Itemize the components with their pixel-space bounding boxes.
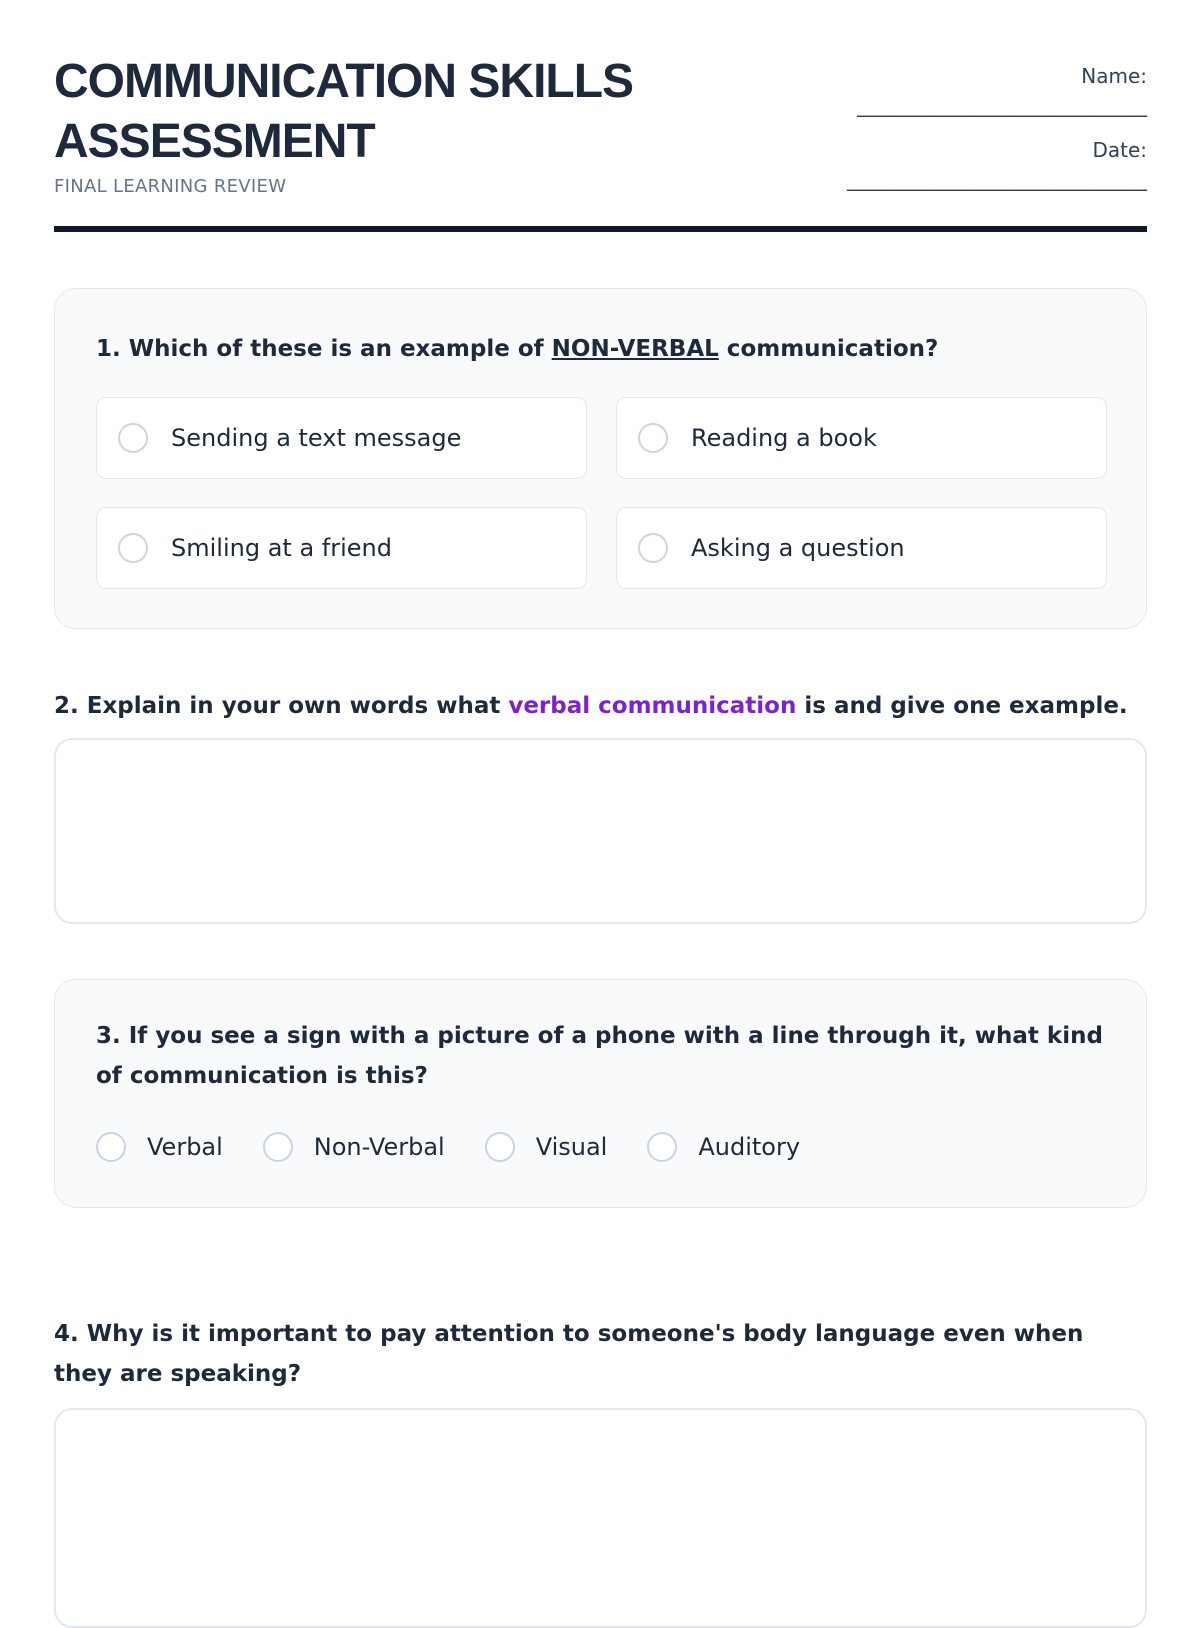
worksheet-header — [54, 0, 1147, 232]
question-2-answer-box[interactable] — [54, 738, 1147, 924]
question-4-answer-box[interactable] — [54, 1408, 1147, 1628]
option-label: Asking a question — [691, 534, 905, 562]
question-4-text: 4. Why is it important to pay attention to someone's body language even when they are speaking? — [54, 1321, 1084, 1387]
question-3-option-non-verbal[interactable] — [263, 1132, 445, 1162]
question-2-prefix: 2. Explain in your own words what — [54, 693, 509, 719]
radio-button[interactable] — [118, 423, 148, 453]
question-2-suffix: is and give one example. — [796, 693, 1128, 719]
question-3-options — [96, 1132, 840, 1162]
student-info — [847, 62, 1147, 210]
question-1-option-d[interactable] — [616, 507, 1107, 589]
date-field[interactable]: ______________________________ — [847, 167, 1147, 191]
date-row — [847, 136, 1147, 210]
radio-button[interactable] — [263, 1132, 293, 1162]
page-title: COMMUNICATION SKILLS ASSESSMENT — [54, 55, 634, 168]
name-label: Name: — [1081, 64, 1147, 88]
radio-button[interactable] — [638, 423, 668, 453]
question-1-option-b[interactable] — [616, 397, 1107, 479]
option-label: Verbal — [147, 1133, 223, 1161]
option-label: Visual — [535, 1133, 608, 1161]
question-3-option-verbal[interactable] — [96, 1132, 223, 1162]
question-1-option-a[interactable] — [96, 397, 587, 479]
option-label: Auditory — [698, 1133, 801, 1161]
date-label: Date: — [1092, 138, 1147, 162]
radio-button[interactable] — [118, 533, 148, 563]
radio-button[interactable] — [96, 1132, 126, 1162]
question-2-highlight: verbal communication — [508, 693, 797, 719]
question-3-option-visual[interactable] — [485, 1132, 608, 1162]
radio-button[interactable] — [638, 533, 668, 563]
question-1-emphasis: NON-VERBAL — [551, 336, 719, 362]
question-3-card — [54, 979, 1147, 1208]
radio-button[interactable] — [485, 1132, 515, 1162]
question-1-prefix: 1. Which of these is an example of — [96, 336, 552, 362]
question-1-option-c[interactable] — [96, 507, 587, 589]
page-subtitle: FINAL LEARNING REVIEW — [54, 176, 287, 197]
question-1-suffix: communication? — [718, 336, 939, 362]
option-label: Reading a book — [691, 424, 877, 452]
name-row — [847, 62, 1147, 136]
option-label: Non-Verbal — [313, 1133, 445, 1161]
radio-button[interactable] — [647, 1132, 677, 1162]
question-1-text — [96, 329, 938, 369]
option-label: Sending a text message — [171, 424, 462, 452]
question-3-option-auditory[interactable] — [647, 1132, 800, 1162]
option-label: Smiling at a friend — [171, 534, 392, 562]
worksheet-page — [54, 0, 1147, 1387]
question-1-card — [54, 288, 1147, 629]
name-field[interactable]: _____________________________ — [857, 93, 1147, 117]
question-3-text: 3. If you see a sign with a picture of a phone with a line through it, what kind of communication is this? — [96, 1023, 1103, 1089]
header-divider — [54, 226, 1147, 232]
question-2-text — [54, 686, 1147, 726]
